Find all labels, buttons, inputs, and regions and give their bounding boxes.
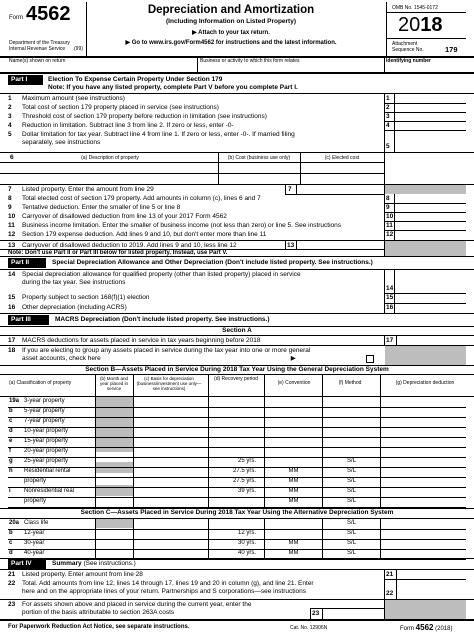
basis-field[interactable] bbox=[134, 427, 207, 436]
part1-tag: Part I bbox=[8, 75, 43, 85]
depreciation-field[interactable] bbox=[381, 549, 466, 558]
line-9: 9 Tentative deduction. Enter the smaller of line 5 or line 8 bbox=[8, 204, 181, 211]
basis-field[interactable] bbox=[134, 467, 207, 476]
method: S/L bbox=[346, 530, 356, 536]
line-6-desc-1[interactable] bbox=[20, 163, 217, 173]
box-2-label: 2 bbox=[386, 104, 390, 111]
line-16-amount[interactable] bbox=[395, 303, 466, 313]
depreciation-field[interactable] bbox=[381, 457, 466, 466]
part2-title: Special Depreciation Allowance and Other Depreciation (Don't include listed property. See instructions.) bbox=[52, 259, 373, 266]
footer-form bbox=[400, 624, 452, 633]
col-basis: (c) Basis for depreciation (business/investment use only—see instructions) bbox=[136, 376, 202, 391]
sequence-label: Sequence No. bbox=[392, 47, 424, 53]
row-letter: 20a bbox=[9, 520, 20, 526]
id-number-field[interactable] bbox=[386, 64, 466, 72]
method: S/L bbox=[346, 540, 356, 546]
cat-number: Cat. No. 12906N bbox=[290, 625, 328, 631]
line-9-amount[interactable] bbox=[395, 203, 466, 212]
box-11-label: 11 bbox=[386, 222, 393, 229]
line-7: 7 Listed property. Enter the amount from line 29 bbox=[8, 186, 154, 193]
line-3-amount[interactable] bbox=[395, 112, 466, 121]
basis-field[interactable] bbox=[134, 437, 207, 446]
recovery-period: 40 yrs. bbox=[237, 550, 256, 556]
line-8: 8 Total elected cost of section 179 property. Add amounts in column (c), lines 6 and 7 bbox=[8, 195, 261, 202]
row-classification: 12-year bbox=[24, 530, 45, 536]
footer-form-number: 4562 bbox=[415, 623, 434, 632]
depreciation-field[interactable] bbox=[381, 427, 466, 436]
row-letter: h bbox=[9, 468, 13, 474]
row-classification: Residential rental bbox=[24, 468, 71, 474]
part4-title-wrap bbox=[52, 560, 136, 568]
line-5-amount[interactable] bbox=[395, 131, 466, 152]
form-label: Form bbox=[9, 15, 23, 21]
line-21: 21 Listed property. Enter amount from line 28 bbox=[8, 571, 143, 578]
line-17: 17 MACRS deductions for assets placed in service in tax years beginning before 2018 bbox=[8, 337, 261, 344]
line-23-amount[interactable] bbox=[323, 609, 383, 619]
line-6-cost-1[interactable] bbox=[219, 163, 299, 173]
tax-year bbox=[398, 14, 443, 36]
box-21-label: 21 bbox=[386, 571, 394, 578]
line-14: 14 Special depreciation allowance for qualified property (other than listed property) placed in service bbox=[8, 271, 301, 278]
line-4-amount[interactable] bbox=[395, 121, 466, 130]
row-letter: b bbox=[9, 530, 13, 536]
section-c-label: Section C—Assets Placed in Service During 2018 Tax Year Using the Alternative Depreciation System bbox=[80, 509, 394, 516]
box-5-label: 5 bbox=[386, 143, 390, 150]
attachment-label: Attachment bbox=[392, 41, 418, 47]
row-classification: 7-year property bbox=[24, 418, 65, 424]
line-15: 15 Property subject to section 168(f)(1) election bbox=[8, 294, 150, 301]
recovery-period: 27.5 yrs. bbox=[232, 478, 256, 484]
attach-note: ▶ Attach to your tax return. bbox=[192, 30, 270, 36]
irs-label: Internal Revenue Service bbox=[9, 46, 66, 52]
paperwork-notice: For Paperwork Reduction Act Notice, see separate instructions. bbox=[8, 624, 190, 630]
row-letter: f bbox=[9, 448, 11, 454]
line-2-amount[interactable] bbox=[395, 103, 466, 112]
line-3: 3 Threshold cost of section 179 property before reduction in limitation (see instructions) bbox=[8, 113, 267, 120]
line-1-amount[interactable] bbox=[395, 94, 466, 103]
sequence-number: 179 bbox=[445, 45, 458, 54]
depreciation-field[interactable] bbox=[381, 519, 466, 528]
col-method: (f) Method bbox=[338, 380, 362, 386]
line-15-amount[interactable] bbox=[395, 293, 466, 303]
irs-code: (99) bbox=[74, 46, 83, 52]
business-label: Business or activity to which this form relates bbox=[200, 58, 300, 64]
row-classification: 25-year property bbox=[24, 458, 69, 464]
col-a-header: (a) Description of property bbox=[81, 155, 139, 161]
basis-field[interactable] bbox=[134, 497, 207, 506]
row-classification: Nonresidential real bbox=[24, 488, 75, 494]
form-header bbox=[0, 0, 474, 60]
row-classification: 5-year property bbox=[24, 408, 65, 414]
method: S/L bbox=[346, 478, 356, 484]
row-letter: c bbox=[9, 540, 13, 546]
footer-year: (2018) bbox=[435, 626, 453, 632]
recovery-period: 39 yrs. bbox=[237, 488, 256, 494]
footer-form-label: Form bbox=[400, 626, 414, 632]
box-1-label: 1 bbox=[386, 95, 390, 102]
depreciation-field[interactable] bbox=[381, 447, 466, 456]
depreciation-field[interactable] bbox=[381, 467, 466, 476]
section-b-label: Section B—Assets Placed in Service During 2018 Tax Year Using the General Depreciation System bbox=[85, 366, 389, 373]
line-17-amount[interactable] bbox=[397, 336, 466, 345]
row-classification: 3-year property bbox=[24, 398, 65, 404]
box-13-label: 13 bbox=[287, 242, 295, 249]
line-23-cont: portion of the basis attributable to section 263A costs bbox=[22, 609, 175, 616]
convention: MM bbox=[288, 468, 299, 474]
box-4-label: 4 bbox=[386, 122, 390, 129]
depreciation-field[interactable] bbox=[381, 477, 466, 486]
col-depreciation: (g) Depreciation deduction bbox=[395, 380, 455, 386]
line-7-amount[interactable] bbox=[297, 185, 383, 194]
business-field[interactable] bbox=[199, 64, 382, 72]
basis-field[interactable] bbox=[134, 457, 207, 466]
part3-title: MACRS Depreciation (Don't include listed property. See instructions.) bbox=[55, 316, 270, 323]
row-classification: property bbox=[24, 478, 47, 484]
line-14-cont: during the tax year. See instructions bbox=[22, 279, 126, 286]
section-a-label: Section A bbox=[222, 327, 252, 334]
line-2: 2 Total cost of section 179 property placed in service (see instructions) bbox=[8, 104, 219, 111]
line-6-elected-1[interactable] bbox=[301, 163, 383, 173]
part1-note: Note: If you have any listed property, complete Part V before you complete Part I. bbox=[48, 84, 298, 91]
row-letter: 19a bbox=[9, 398, 20, 404]
row-letter: b bbox=[9, 408, 13, 414]
col-c-header: (c) Elected cost bbox=[324, 155, 360, 161]
line-11: 11 Business income limitation. Enter the smaller of business income (not less than zero) or line 5. See instructions bbox=[8, 222, 342, 229]
col-classification: (a) Classification of property bbox=[9, 380, 72, 386]
part3-tag: Part III bbox=[8, 315, 49, 325]
box-7-label: 7 bbox=[288, 186, 292, 193]
part4-tag: Part IV bbox=[8, 559, 46, 569]
method: S/L bbox=[346, 488, 356, 494]
depreciation-field[interactable] bbox=[381, 529, 466, 538]
recovery-period: 27.5 yrs. bbox=[232, 468, 256, 474]
line-1: 1 Maximum amount (see instructions) bbox=[8, 95, 125, 102]
line-18-cont: asset accounts, check here ▶ bbox=[22, 355, 296, 362]
line-18-checkbox[interactable] bbox=[366, 355, 374, 363]
col-b-header: (b) Cost (business use only) bbox=[227, 155, 291, 161]
col-recovery-period: (d) Recovery period bbox=[214, 376, 258, 382]
line-14-amount[interactable] bbox=[395, 270, 466, 293]
line-13-amount[interactable] bbox=[297, 241, 383, 249]
method: S/L bbox=[346, 498, 356, 504]
basis-field[interactable] bbox=[134, 549, 207, 558]
convention: MM bbox=[288, 488, 299, 494]
row-letter: d bbox=[9, 550, 13, 556]
basis-field[interactable] bbox=[134, 529, 207, 538]
basis-field[interactable] bbox=[134, 519, 207, 528]
row-classification: Class life bbox=[24, 520, 49, 526]
line-21-amount[interactable] bbox=[397, 570, 466, 579]
basis-field[interactable] bbox=[134, 487, 207, 496]
treasury-dept: Department of the Treasury bbox=[9, 40, 70, 46]
omb-number: OMB No. 1545-0172 bbox=[392, 5, 438, 11]
box-23-label: 23 bbox=[312, 610, 320, 617]
row-letter: c bbox=[9, 418, 13, 424]
box-10-label: 10 bbox=[386, 213, 394, 220]
part4-title-note: (See instructions.) bbox=[83, 560, 136, 567]
line-4: 4 Reduction in limitation. Subtract line 3 from line 2. If zero or less, enter -0- bbox=[8, 122, 234, 129]
depreciation-field[interactable] bbox=[381, 397, 466, 406]
line-6-cost-2[interactable] bbox=[219, 174, 299, 184]
row-classification: 15-year property bbox=[24, 438, 69, 444]
basis-field[interactable] bbox=[134, 447, 207, 456]
col-convention: (e) Convention bbox=[277, 380, 311, 386]
col-month-year: (b) Month and year placed in service bbox=[99, 376, 129, 391]
method: S/L bbox=[346, 550, 356, 556]
row-letter: d bbox=[9, 428, 13, 434]
depreciation-field[interactable] bbox=[381, 487, 466, 496]
line-5-cont: separately, see instructions bbox=[22, 139, 101, 146]
names-label: Name(s) shown on return bbox=[9, 58, 66, 64]
row-letter: g bbox=[9, 458, 13, 464]
line-11-amount[interactable] bbox=[395, 221, 466, 230]
row-letter: e bbox=[9, 438, 13, 444]
line-22: 22 Total. Add amounts from line 12, lines 14 through 17, lines 19 and 20 in column (g), and line 21. Enter bbox=[8, 580, 314, 587]
method: S/L bbox=[346, 520, 356, 526]
recovery-period: 30 yrs. bbox=[237, 540, 256, 546]
year-suffix: 18 bbox=[420, 14, 443, 36]
basis-field[interactable] bbox=[134, 539, 207, 548]
form-title: Depreciation and Amortization bbox=[147, 4, 315, 16]
form-subtitle: (Including Information on Listed Property) bbox=[166, 18, 296, 25]
part2-tag: Part II bbox=[8, 258, 46, 268]
recovery-period: 25 yrs. bbox=[237, 458, 256, 464]
form-number: 4562 bbox=[26, 3, 71, 25]
depreciation-field[interactable] bbox=[381, 407, 466, 416]
convention: MM bbox=[288, 540, 299, 546]
basis-field[interactable] bbox=[134, 417, 207, 426]
line-16: 16 Other depreciation (including ACRS) bbox=[8, 304, 127, 311]
convention: MM bbox=[288, 498, 299, 504]
line-23: 23 For assets shown above and placed in service during the current year, enter the bbox=[8, 601, 252, 608]
row-classification: 30-year bbox=[24, 540, 45, 546]
box-8-label: 8 bbox=[386, 195, 390, 202]
convention: MM bbox=[288, 550, 299, 556]
name-field[interactable] bbox=[8, 64, 194, 72]
line-18: 18 If you are electing to group any assets placed in service during the tax year into one or more general bbox=[8, 347, 311, 354]
depreciation-field[interactable] bbox=[381, 417, 466, 426]
part1-title: Election To Expense Certain Property Under Section 179 bbox=[48, 76, 223, 83]
year-prefix: 20 bbox=[398, 14, 421, 36]
basis-field[interactable] bbox=[134, 477, 207, 486]
box-17-label: 17 bbox=[386, 337, 394, 344]
method: S/L bbox=[346, 468, 356, 474]
line-6-elected-2[interactable] bbox=[301, 174, 383, 184]
method: S/L bbox=[346, 458, 356, 464]
depreciation-field[interactable] bbox=[381, 539, 466, 548]
depreciation-field[interactable] bbox=[381, 497, 466, 506]
convention: MM bbox=[288, 478, 299, 484]
box-3-label: 3 bbox=[386, 113, 390, 120]
line-8-amount[interactable] bbox=[395, 194, 466, 203]
recovery-period: 12 yrs. bbox=[237, 530, 256, 536]
row-classification: 20-year property bbox=[24, 448, 69, 454]
box-22-label: 22 bbox=[386, 590, 394, 597]
row-letter: i bbox=[9, 488, 11, 494]
line-6-desc-2[interactable] bbox=[20, 174, 217, 184]
line-22-cont: here and on the appropriate lines of your return. Partnerships and S corporations—see instructions bbox=[22, 588, 306, 595]
depreciation-field[interactable] bbox=[381, 437, 466, 446]
row-classification: 40-year bbox=[24, 550, 45, 556]
line-12-amount[interactable] bbox=[395, 230, 466, 239]
id-number-label: Identifying number bbox=[386, 58, 431, 64]
part1-note2: Note: Don't use Part II or Part III below for listed property. Instead, use Part V. bbox=[8, 250, 228, 256]
basis-field[interactable] bbox=[134, 397, 207, 406]
part4-title: Summary bbox=[52, 560, 82, 567]
row-classification: property bbox=[24, 498, 47, 504]
line-10-amount[interactable] bbox=[395, 212, 466, 221]
row-classification: 10-year property bbox=[24, 428, 69, 434]
instructions-link[interactable]: ▶ Go to www.irs.gov/Form4562 for instructions and the latest information. bbox=[125, 40, 337, 46]
line-10: 10 Carryover of disallowed deduction from line 13 of your 2017 Form 4562 bbox=[8, 213, 227, 220]
line-6-label: 6 bbox=[10, 154, 14, 161]
basis-field[interactable] bbox=[134, 407, 207, 416]
box-12-label: 12 bbox=[386, 231, 394, 238]
box-14-label: 14 bbox=[386, 285, 394, 292]
line-12: 12 Section 179 expense deduction. Add lines 9 and 10, but don't enter more than line 11 bbox=[8, 231, 267, 238]
box-9-label: 9 bbox=[386, 204, 390, 211]
box-16-label: 16 bbox=[386, 304, 394, 311]
box-15-label: 15 bbox=[386, 294, 394, 301]
line-13: 13 Carryover of disallowed deduction to 2019. Add lines 9 and 10, less line 12 bbox=[8, 242, 237, 249]
line-22-amount[interactable] bbox=[397, 580, 466, 598]
line-5: 5 Dollar limitation for tax year. Subtract line 4 from line 1. If zero or less, enter -0-. If married filing bbox=[8, 131, 295, 138]
